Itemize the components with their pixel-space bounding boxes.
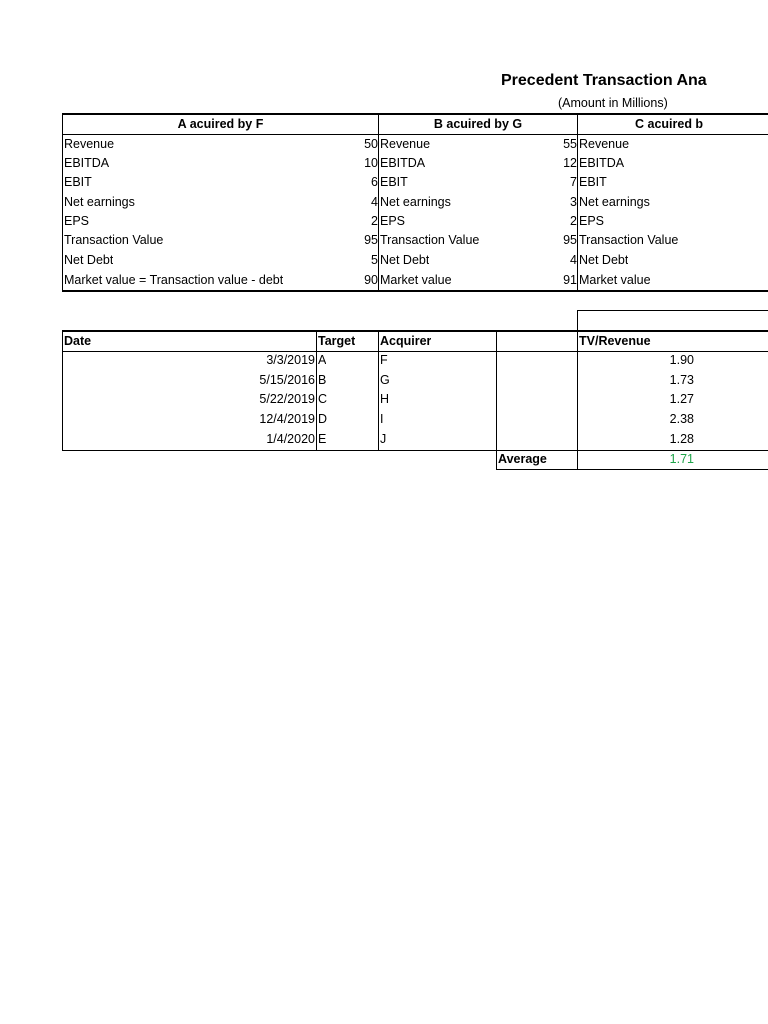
deal-a-label: Market value = Transaction value - debt <box>64 273 284 287</box>
page-subtitle: (Amount in Millions) <box>558 96 668 110</box>
deal-a-value: 10 <box>364 156 378 170</box>
comp-tv-revenue: 1.27 <box>669 392 694 406</box>
deal-b-label: Market value <box>380 273 452 287</box>
deal-b-label: EPS <box>380 214 406 228</box>
comp-acquirer: G <box>380 373 390 387</box>
col-header-acquirer: Acquirer <box>380 334 432 348</box>
deal-b-label: Net Debt <box>380 253 430 267</box>
deal-c-label: EPS <box>579 214 605 228</box>
deal-a-label: EBIT <box>64 175 92 189</box>
deal-c-label: Transaction Value <box>579 233 679 247</box>
deal-header-b: B acuired by G <box>433 117 523 131</box>
deal-c-label: Revenue <box>579 137 630 151</box>
deal-b-value: 3 <box>570 195 577 209</box>
deal-a-label: EPS <box>64 214 90 228</box>
col-header-tv-revenue: TV/Revenue <box>579 334 651 348</box>
comp-date: 5/15/2016 <box>259 373 315 387</box>
deal-a-value: 4 <box>371 195 378 209</box>
deal-b-label: Revenue <box>380 137 431 151</box>
comps-average-bottom <box>496 469 768 470</box>
comp-tv-revenue: 1.73 <box>669 373 694 387</box>
comp-acquirer: J <box>380 432 387 446</box>
deal-a-label: Transaction Value <box>64 233 164 247</box>
comps-box-top <box>577 310 768 311</box>
deal-b-value: 55 <box>563 137 577 151</box>
deal-a-value: 50 <box>364 137 378 151</box>
comp-target: D <box>318 412 328 426</box>
average-value: 1.71 <box>669 452 694 466</box>
deal-b-value: 95 <box>563 233 577 247</box>
average-label: Average <box>498 452 547 466</box>
page-title: Precedent Transaction Ana <box>501 72 707 89</box>
comp-date: 1/4/2020 <box>266 432 315 446</box>
deal-b-value: 4 <box>570 253 577 267</box>
comps-divider-blank <box>496 330 497 470</box>
deal-a-value: 90 <box>364 273 378 287</box>
comp-date: 5/22/2019 <box>259 392 315 406</box>
deal-b-label: Transaction Value <box>380 233 480 247</box>
comps-left-border <box>62 330 63 451</box>
comp-acquirer: I <box>380 412 384 426</box>
deals-bottom-border <box>62 290 768 292</box>
deal-a-value: 95 <box>364 233 378 247</box>
comp-date: 12/4/2019 <box>259 412 315 426</box>
deal-header-c: C acuired b <box>635 117 704 131</box>
deal-a-label: Revenue <box>64 137 115 151</box>
col-header-date: Date <box>64 334 92 348</box>
deal-c-label: Net earnings <box>579 195 650 209</box>
deal-a-value: 5 <box>371 253 378 267</box>
deals-left-border <box>62 113 63 292</box>
deals-divider-2 <box>577 113 578 292</box>
deal-c-label: Market value <box>579 273 651 287</box>
deal-a-value: 6 <box>371 175 378 189</box>
comp-date: 3/3/2019 <box>266 353 315 367</box>
deal-a-label: Net Debt <box>64 253 114 267</box>
deal-b-label: Net earnings <box>380 195 451 209</box>
comp-target: E <box>318 432 327 446</box>
comp-acquirer: F <box>380 353 388 367</box>
comp-target: B <box>318 373 327 387</box>
deal-header-a: A acuired by F <box>177 117 264 131</box>
comps-divider-acquirer <box>378 330 379 451</box>
deal-b-value: 91 <box>563 273 577 287</box>
deal-b-label: EBIT <box>380 175 408 189</box>
deal-a-label: Net earnings <box>64 195 135 209</box>
col-header-target: Target <box>318 334 356 348</box>
deal-b-value: 2 <box>570 214 577 228</box>
comp-acquirer: H <box>380 392 390 406</box>
deals-divider-1 <box>378 113 379 292</box>
deal-b-label: EBITDA <box>380 156 426 170</box>
deal-a-value: 2 <box>371 214 378 228</box>
comp-tv-revenue: 1.28 <box>669 432 694 446</box>
deal-c-label: EBITDA <box>579 156 625 170</box>
deal-a-label: EBITDA <box>64 156 110 170</box>
deal-c-label: EBIT <box>579 175 607 189</box>
comps-divider-target <box>316 330 317 451</box>
comp-target: C <box>318 392 328 406</box>
deal-b-value: 12 <box>563 156 577 170</box>
deal-c-label: Net Debt <box>579 253 629 267</box>
deal-b-value: 7 <box>570 175 577 189</box>
comp-target: A <box>318 353 327 367</box>
comp-tv-revenue: 2.38 <box>669 412 694 426</box>
comps-box-left <box>577 310 578 470</box>
comp-tv-revenue: 1.90 <box>669 353 694 367</box>
